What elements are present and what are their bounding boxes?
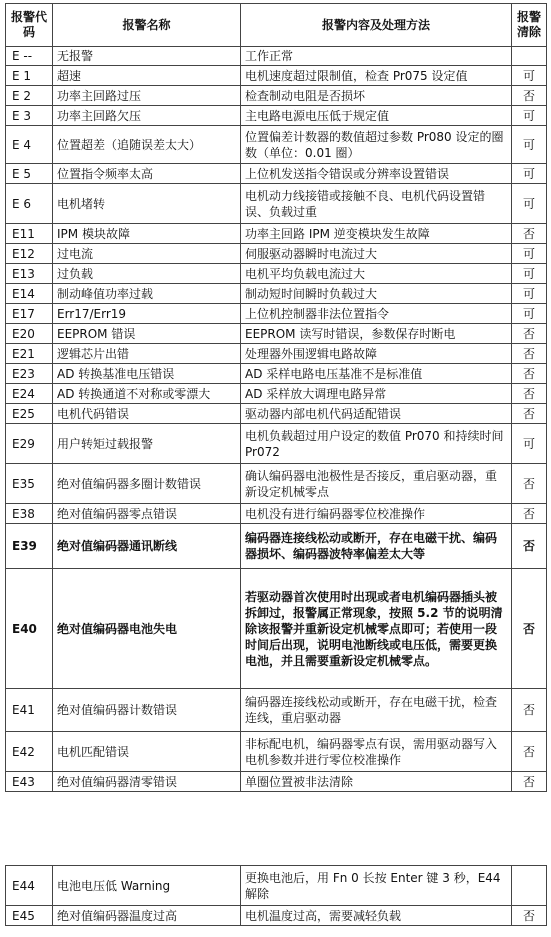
- alarm-name: 电池电压低 Warning: [53, 866, 241, 906]
- alarm-content: 单圈位置被非法清除: [241, 772, 512, 792]
- table-row: [6, 106, 547, 126]
- alarm-name: 电机代码错误: [53, 404, 241, 424]
- alarm-clear: 否: [512, 86, 547, 106]
- alarm-code: E21: [6, 344, 53, 364]
- alarm-name: 绝对值编码器多圈计数错误: [53, 464, 241, 504]
- table-row: [6, 464, 547, 504]
- alarm-table-continued: [5, 865, 547, 926]
- alarm-code: E 1: [6, 66, 53, 86]
- alarm-content: 主电路电源电压低于规定值: [241, 106, 512, 126]
- alarm-code: E20: [6, 324, 53, 344]
- alarm-code: E29: [6, 424, 53, 464]
- alarm-content: 处理器外围逻辑电路故障: [241, 344, 512, 364]
- header-name: 报警名称: [53, 4, 241, 47]
- alarm-clear: [512, 47, 547, 66]
- header-code: 报警代码: [6, 4, 53, 47]
- alarm-clear: 否: [512, 464, 547, 504]
- table-row: [6, 284, 547, 304]
- alarm-content: 上位机控制器非法位置指令: [241, 304, 512, 324]
- table-row: [6, 47, 547, 66]
- table-row: [6, 304, 547, 324]
- alarm-name: 绝对值编码器通讯断线: [53, 524, 241, 569]
- alarm-code: E 2: [6, 86, 53, 106]
- alarm-name: 电机匹配错误: [53, 732, 241, 772]
- alarm-clear: 否: [512, 689, 547, 732]
- alarm-code: E 3: [6, 106, 53, 126]
- alarm-name: 超速: [53, 66, 241, 86]
- table-row: [6, 569, 547, 689]
- alarm-content: AD 采样电路电压基准不是标准值: [241, 364, 512, 384]
- table-row: [6, 866, 547, 906]
- alarm-code: E25: [6, 404, 53, 424]
- table-row: [6, 126, 547, 164]
- alarm-content: 电机速度超过限制值，检查 Pr075 设定值: [241, 66, 512, 86]
- alarm-clear: 可: [512, 66, 547, 86]
- table-row: [6, 66, 547, 86]
- alarm-clear: 否: [512, 324, 547, 344]
- alarm-clear: 可: [512, 164, 547, 184]
- alarm-name: AD 转换基准电压错误: [53, 364, 241, 384]
- alarm-name: 电机堵转: [53, 184, 241, 224]
- alarm-name: EEPROM 错误: [53, 324, 241, 344]
- table-row: [6, 384, 547, 404]
- alarm-code: E45: [6, 906, 53, 926]
- alarm-code: E39: [6, 524, 53, 569]
- alarm-clear: 可: [512, 126, 547, 164]
- alarm-name: 功率主回路过压: [53, 86, 241, 106]
- alarm-clear: 可: [512, 424, 547, 464]
- alarm-clear: 否: [512, 344, 547, 364]
- alarm-content: 电机没有进行编码器零位校准操作: [241, 504, 512, 524]
- alarm-clear: 否: [512, 224, 547, 244]
- alarm-name: 过电流: [53, 244, 241, 264]
- table-header-row: [6, 4, 547, 47]
- alarm-content: 电机负载超过用户设定的数值 Pr070 和持续时间 Pr072: [241, 424, 512, 464]
- alarm-code: E12: [6, 244, 53, 264]
- alarm-name: 逻辑芯片出错: [53, 344, 241, 364]
- alarm-content: EEPROM 读写时错误，参数保存时断电: [241, 324, 512, 344]
- alarm-clear: 可: [512, 284, 547, 304]
- table-row: [6, 772, 547, 792]
- alarm-clear: 否: [512, 569, 547, 689]
- alarm-name: IPM 模块故障: [53, 224, 241, 244]
- table-row: [6, 689, 547, 732]
- alarm-code: E23: [6, 364, 53, 384]
- table-row: [6, 404, 547, 424]
- alarm-code: E24: [6, 384, 53, 404]
- alarm-clear: 否: [512, 524, 547, 569]
- alarm-code: E 4: [6, 126, 53, 164]
- alarm-clear: 否: [512, 404, 547, 424]
- alarm-code: E 5: [6, 164, 53, 184]
- alarm-code: E35: [6, 464, 53, 504]
- header-clear: 报警清除: [512, 4, 547, 47]
- alarm-table: [5, 3, 547, 792]
- table-row: [6, 324, 547, 344]
- alarm-name: 位置指令频率太高: [53, 164, 241, 184]
- alarm-content: 编码器连接线松动或断开，存在电磁干扰、编码器损坏、编码器波特率偏差太大等: [241, 524, 512, 569]
- table-row: [6, 524, 547, 569]
- alarm-name: 无报警: [53, 47, 241, 66]
- alarm-clear: 否: [512, 504, 547, 524]
- alarm-code: E44: [6, 866, 53, 906]
- table-row: [6, 344, 547, 364]
- table-row: [6, 906, 547, 926]
- alarm-clear: 可: [512, 264, 547, 284]
- alarm-clear: 可: [512, 304, 547, 324]
- table-row: [6, 504, 547, 524]
- alarm-code: E41: [6, 689, 53, 732]
- alarm-name: 绝对值编码器清零错误: [53, 772, 241, 792]
- alarm-clear: 否: [512, 906, 547, 926]
- alarm-content: 更换电池后，用 Fn 0 长按 Enter 键 3 秒，E44 解除: [241, 866, 512, 906]
- alarm-name: 用户转矩过载报警: [53, 424, 241, 464]
- alarm-name: 绝对值编码器计数错误: [53, 689, 241, 732]
- alarm-content: 电机平均负载电流过大: [241, 264, 512, 284]
- alarm-content: 电机动力线接错或接触不良、电机代码设置错误、负载过重: [241, 184, 512, 224]
- table-row: [6, 364, 547, 384]
- alarm-name: Err17/Err19: [53, 304, 241, 324]
- alarm-code: E14: [6, 284, 53, 304]
- alarm-name: 位置超差（追随误差太大）: [53, 126, 241, 164]
- alarm-clear: 否: [512, 732, 547, 772]
- alarm-code: E40: [6, 569, 53, 689]
- alarm-clear: 可: [512, 244, 547, 264]
- alarm-clear: 可: [512, 106, 547, 126]
- alarm-clear: 否: [512, 772, 547, 792]
- table-row: [6, 86, 547, 106]
- alarm-content: AD 采样放大调理电路异常: [241, 384, 512, 404]
- table-row: [6, 424, 547, 464]
- alarm-code: E17: [6, 304, 53, 324]
- alarm-content: 功率主回路 IPM 逆变模块发生故障: [241, 224, 512, 244]
- alarm-content: 上位机发送指令错误或分辨率设置错误: [241, 164, 512, 184]
- alarm-content: 电机温度过高，需要减轻负载: [241, 906, 512, 926]
- alarm-content: 制动短时间瞬时负载过大: [241, 284, 512, 304]
- alarm-code: E13: [6, 264, 53, 284]
- alarm-code: E11: [6, 224, 53, 244]
- table-row: [6, 244, 547, 264]
- alarm-clear: 可: [512, 184, 547, 224]
- alarm-content: 非标配电机，编码器零点有误，需用驱动器写入电机参数并进行零位校准操作: [241, 732, 512, 772]
- table-row: [6, 164, 547, 184]
- alarm-name: 绝对值编码器零点错误: [53, 504, 241, 524]
- header-content: 报警内容及处理方法: [241, 4, 512, 47]
- alarm-name: AD 转换通道不对称或零漂大: [53, 384, 241, 404]
- alarm-name: 绝对值编码器电池失电: [53, 569, 241, 689]
- alarm-clear: 否: [512, 364, 547, 384]
- alarm-name: 制动峰值功率过载: [53, 284, 241, 304]
- table-row: [6, 732, 547, 772]
- alarm-name: 功率主回路欠压: [53, 106, 241, 126]
- alarm-content: 编码器连接线松动或断开，存在电磁干扰，检查连线，重启驱动器: [241, 689, 512, 732]
- table-row: [6, 264, 547, 284]
- alarm-code: E --: [6, 47, 53, 66]
- alarm-code: E 6: [6, 184, 53, 224]
- alarm-clear: 否: [512, 384, 547, 404]
- alarm-code: E42: [6, 732, 53, 772]
- alarm-content: 确认编码器电池极性是否接反，重启驱动器，重新设定机械零点: [241, 464, 512, 504]
- alarm-content: 伺服驱动器瞬时电流过大: [241, 244, 512, 264]
- alarm-content: 工作正常: [241, 47, 512, 66]
- alarm-code: E43: [6, 772, 53, 792]
- table-row: [6, 224, 547, 244]
- alarm-content: 若驱动器首次使用时出现或者电机编码器插头被拆卸过，报警属正常现象，按照 5.2 节的说明清除该报警并重新设定机械零点即可；若使用一段时间后出现，说明电池断线或电压低，需要更换电池，并且需要重新设定机械零点。: [241, 569, 512, 689]
- alarm-content: 检查制动电阻是否损坏: [241, 86, 512, 106]
- table-row: [6, 184, 547, 224]
- alarm-content: 位置偏差计数器的数值超过参数 Pr080 设定的圈数（单位：0.01 圈）: [241, 126, 512, 164]
- alarm-content: 驱动器内部电机代码适配错误: [241, 404, 512, 424]
- alarm-name: 过负载: [53, 264, 241, 284]
- alarm-name: 绝对值编码器温度过高: [53, 906, 241, 926]
- alarm-code: E38: [6, 504, 53, 524]
- alarm-clear: [512, 866, 547, 906]
